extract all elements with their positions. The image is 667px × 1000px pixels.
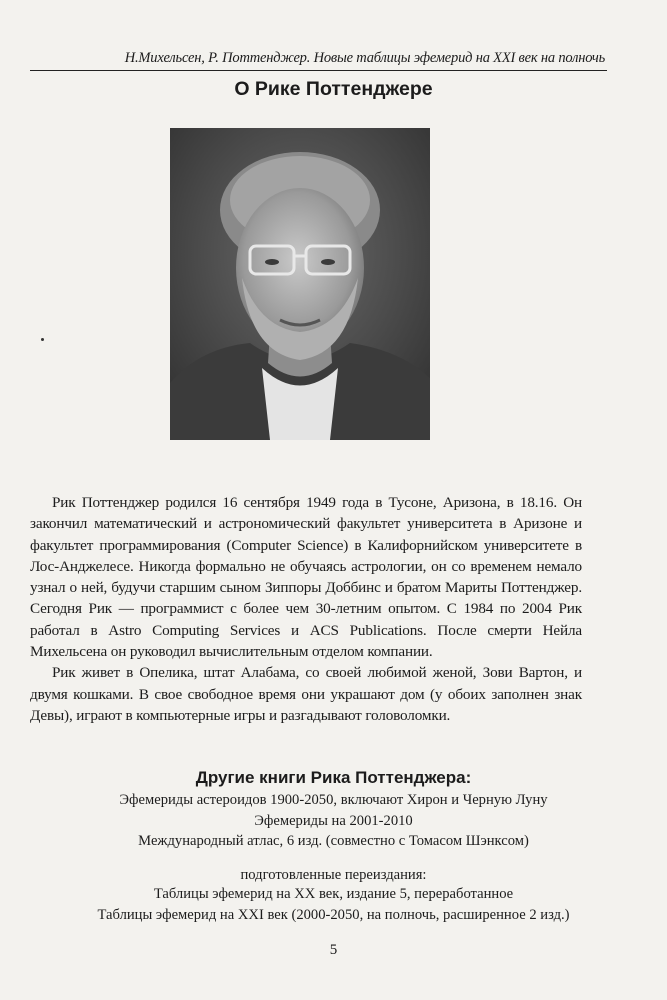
print-speck (41, 338, 44, 341)
reissues-heading: подготовленные переиздания: (240, 867, 427, 883)
author-photo (170, 128, 430, 440)
reissues-list (0, 884, 667, 925)
books-list (0, 790, 667, 852)
running-header: Н.Михельсен, Р. Поттенджер. Новые таблицы эфемерид на XXI век на полночь (124, 50, 605, 66)
reissue-item: Таблицы эфемерид на XXI век (2000-2050, на полночь, расширенное 2 изд.) (97, 906, 570, 923)
bio-paragraph: Рик Поттенджер родился 16 сентября 1949 года в Тусоне, Аризона, в 18.16. Он закончил математический и астрономический факультет университета в Аризоне и факультет программирования (Computer Science) в Калифорнийском университете в Лос-Анджелесе. Никогда формально не обучаясь астрологии, он со временем немало узнал о ней, будучи старшим сыном Зиппоры Доббинс и братом Мариты Поттенджер. Сегодня Рик — программист с более чем 30-летним опытом. С 1984 по 2004 Рик работал в Astro Computing Services и ACS Publications. После смерти Нейла Михельсена он руководил вычислительным отделом компании. (30, 494, 582, 661)
page-number: 5 (329, 942, 338, 958)
author-portrait-image (170, 128, 430, 440)
page-title: О Рике Поттенджере (234, 78, 433, 100)
biography (30, 492, 582, 726)
book-item: Международный атлас, 6 изд. (совместно с Томасом Шэнксом) (138, 833, 529, 849)
reissue-item: Таблицы эфемерид на XX век, издание 5, переработанное (153, 886, 514, 902)
header-rule (30, 70, 607, 71)
bio-paragraph: Рик живет в Опелика, штат Алабама, со своей любимой женой, Зови Вартон, и двумя кошками. В свое свободное время они украшают дом (у обоих заполнен знак Девы), играют в компьютерные игры и разгадывают головоломки. (30, 664, 582, 724)
books-heading: Другие книги Рика Поттенджера: (195, 768, 472, 787)
book-item: Эфемериды на 2001-2010 (254, 812, 413, 829)
book-item: Эфемериды астероидов 1900-2050, включают Хирон и Черную Луну (119, 792, 548, 808)
